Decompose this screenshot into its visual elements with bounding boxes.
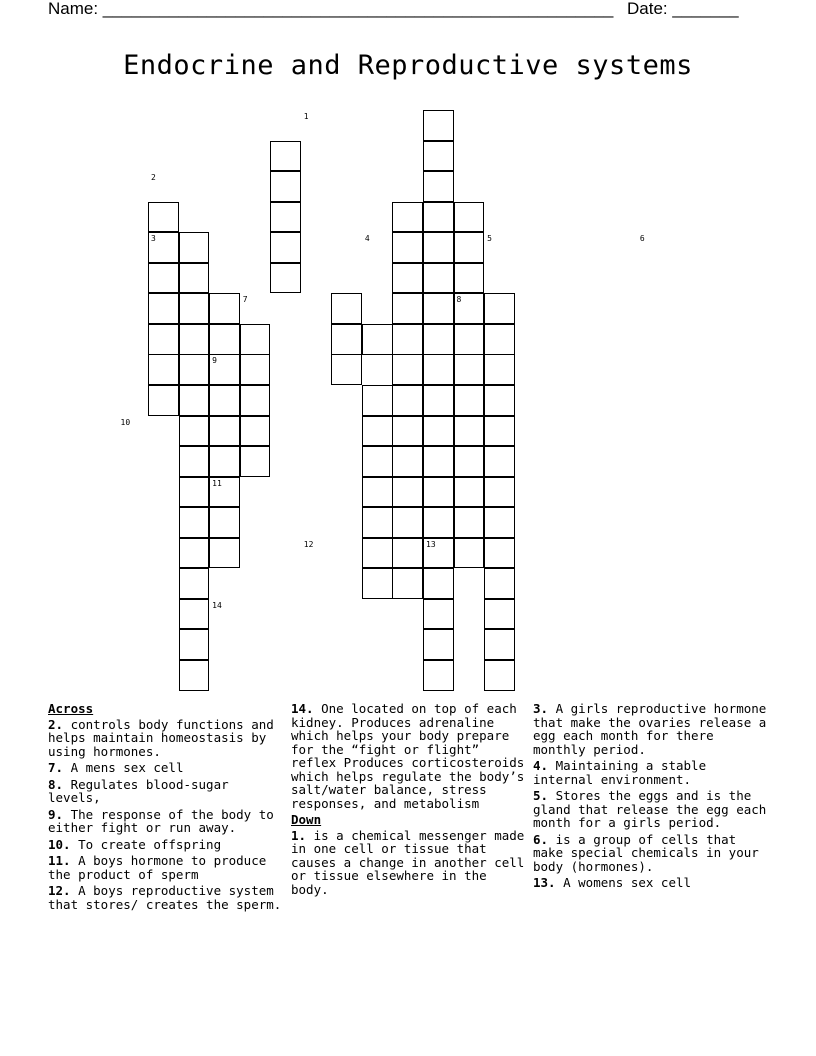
- grid-cell[interactable]: [484, 660, 515, 691]
- grid-cell[interactable]: [484, 324, 515, 355]
- cell-number: 5: [487, 234, 492, 244]
- grid-cell[interactable]: [392, 385, 423, 416]
- cell-number: 2: [151, 173, 156, 183]
- grid-cell[interactable]: [209, 507, 240, 538]
- clue-across-9: 9. The response of the body to either fight or run away.: [48, 806, 274, 835]
- clue-across-14: 14. One located on top of each kidney. Produces adrenaline which helps your body prepare for the “fight or flight” reflex Produces corticosteroids which helps regulate the body’s salt/water balance, stress responses, and metabolism: [291, 701, 525, 811]
- grid-cell[interactable]: [240, 354, 271, 385]
- grid-cell[interactable]: [362, 568, 393, 599]
- clues-column-1: [48, 702, 284, 914]
- grid-cell[interactable]: [148, 263, 179, 294]
- grid-cell[interactable]: [454, 324, 485, 355]
- cell-number: 1: [303, 112, 309, 121]
- grid-cell[interactable]: [270, 171, 301, 202]
- grid-cell[interactable]: [423, 660, 454, 691]
- grid-cell[interactable]: [423, 629, 454, 660]
- grid-cell[interactable]: [454, 232, 485, 263]
- grid-cell[interactable]: [179, 660, 210, 691]
- cell-number: 12: [303, 539, 314, 549]
- grid-cell[interactable]: [179, 507, 210, 538]
- grid-cell[interactable]: [179, 599, 210, 630]
- clue-across-8: 8. Regulates blood-sugar levels,: [48, 776, 229, 805]
- clue-across-7: 7. A mens sex cell: [48, 760, 184, 775]
- clue-down-3: 3. A girls reproductive hormone that make the ovaries release a egg each month for there monthly period.: [533, 701, 767, 757]
- grid-cell[interactable]: [362, 385, 393, 416]
- clue-down-6: 6. is a group of cells that make special chemicals in your body (hormones).: [533, 831, 759, 874]
- grid-cell[interactable]: [209, 324, 240, 355]
- clue-across-2: 2. controls body functions and helps maintain homeostasis by using hormones.: [48, 716, 274, 759]
- grid-cell[interactable]: [392, 324, 423, 355]
- grid-cell[interactable]: [148, 354, 179, 385]
- grid-cell[interactable]: [484, 477, 515, 508]
- clue-down-4: 4. Maintaining a stable internal environment.: [533, 758, 707, 787]
- grid-cell[interactable]: [423, 477, 454, 508]
- cell-number: 6: [639, 234, 645, 244]
- grid-cell[interactable]: [423, 599, 454, 630]
- clue-down-1: 1. is a chemical messenger made in one cell or tissue that causes a change in another cell or tissue elsewhere in the body.: [291, 827, 525, 897]
- cell-number: 10: [120, 417, 131, 427]
- grid-cell[interactable]: [148, 324, 179, 355]
- grid-cell[interactable]: [423, 354, 454, 385]
- grid-cell[interactable]: [454, 263, 485, 294]
- grid-cell[interactable]: [392, 538, 423, 569]
- grid-cell[interactable]: [179, 263, 210, 294]
- clue-down-5: 5. Stores the eggs and is the gland that release the egg each month for a girls period.: [533, 788, 767, 830]
- grid-cell[interactable]: [392, 446, 423, 477]
- grid-cell[interactable]: [240, 446, 271, 477]
- grid-cell[interactable]: [270, 263, 301, 294]
- grid-cell[interactable]: [423, 324, 454, 355]
- grid-cell[interactable]: [362, 538, 393, 569]
- grid-cell[interactable]: [484, 568, 515, 599]
- grid-cell[interactable]: [148, 293, 179, 324]
- date-field-label: Date: _______: [627, 0, 739, 18]
- grid-cell[interactable]: [331, 354, 362, 385]
- cell-number: 9: [212, 356, 217, 366]
- grid-cell[interactable]: [484, 385, 515, 416]
- grid-cell[interactable]: [179, 568, 210, 599]
- clues-column-3: [533, 702, 769, 893]
- grid-cell[interactable]: [362, 446, 393, 477]
- grid-cell[interactable]: [331, 324, 362, 355]
- grid-cell[interactable]: [484, 599, 515, 630]
- grid-cell[interactable]: [423, 293, 454, 324]
- grid-cell[interactable]: [392, 477, 423, 508]
- grid-cell[interactable]: [423, 446, 454, 477]
- grid-cell[interactable]: [270, 141, 301, 172]
- grid-cell[interactable]: [209, 538, 240, 569]
- grid-cell[interactable]: [362, 324, 393, 355]
- grid-cell[interactable]: [179, 446, 210, 477]
- grid-cell[interactable]: [179, 324, 210, 355]
- grid-cell[interactable]: [423, 416, 454, 447]
- grid-cell[interactable]: [362, 477, 393, 508]
- grid-cell[interactable]: [209, 293, 240, 324]
- grid-cell[interactable]: [209, 446, 240, 477]
- grid-cell[interactable]: [209, 385, 240, 416]
- cell-number: 4: [364, 234, 370, 244]
- grid-cell[interactable]: [454, 477, 485, 508]
- grid-cell[interactable]: [179, 354, 210, 385]
- grid-cell[interactable]: [270, 202, 301, 233]
- grid-cell[interactable]: [423, 110, 454, 141]
- grid-cell[interactable]: [484, 293, 515, 324]
- grid-cell[interactable]: [392, 293, 423, 324]
- grid-cell[interactable]: [454, 538, 485, 569]
- grid-cell[interactable]: [423, 507, 454, 538]
- grid-cell[interactable]: [484, 446, 515, 477]
- grid-cell[interactable]: [179, 385, 210, 416]
- grid-cell[interactable]: [484, 538, 515, 569]
- grid-cell[interactable]: [454, 385, 485, 416]
- grid-cell[interactable]: [148, 202, 179, 233]
- grid-cell[interactable]: [209, 416, 240, 447]
- grid-cell[interactable]: [392, 507, 423, 538]
- cell-number: 3: [151, 234, 156, 244]
- grid-cell[interactable]: [484, 354, 515, 385]
- grid-cell[interactable]: [331, 293, 362, 324]
- clue-across-10: 10. To create offspring: [48, 836, 222, 852]
- grid-cell[interactable]: [423, 232, 454, 263]
- grid-cell[interactable]: [362, 507, 393, 538]
- grid-cell[interactable]: [423, 263, 454, 294]
- grid-cell[interactable]: [423, 202, 454, 233]
- grid-cell[interactable]: [484, 507, 515, 538]
- grid-cell[interactable]: [179, 538, 210, 569]
- grid-cell[interactable]: [423, 141, 454, 172]
- cell-number: 11: [212, 478, 222, 488]
- page-title: Endocrine and Reproductive systems: [123, 50, 693, 81]
- cell-number: 7: [242, 295, 248, 305]
- grid-cell[interactable]: [240, 416, 271, 447]
- clue-across-11: 11. A boys hormone to produce the product of sperm: [48, 853, 267, 882]
- grid-cell[interactable]: [392, 232, 423, 263]
- grid-cell[interactable]: [423, 568, 454, 599]
- grid-cell[interactable]: [392, 416, 423, 447]
- grid-cell[interactable]: [392, 354, 423, 385]
- grid-cell[interactable]: [179, 232, 210, 263]
- cell-number: 13: [426, 539, 436, 549]
- grid-cell[interactable]: [148, 385, 179, 416]
- clue-across-12: 12. A boys reproductive system that stores/ creates the sperm.: [48, 883, 282, 912]
- grid-cell[interactable]: [362, 416, 393, 447]
- grid-cell[interactable]: [392, 263, 423, 294]
- grid-cell[interactable]: [179, 293, 210, 324]
- grid-cell[interactable]: [240, 385, 271, 416]
- grid-cell[interactable]: [454, 416, 485, 447]
- grid-cell[interactable]: [240, 324, 271, 355]
- grid-cell[interactable]: [392, 202, 423, 233]
- grid-cell[interactable]: [179, 629, 210, 660]
- grid-cell[interactable]: [454, 446, 485, 477]
- grid-cell[interactable]: [423, 385, 454, 416]
- clues-column-2: [291, 702, 527, 899]
- grid-cell[interactable]: [270, 232, 301, 263]
- grid-cell[interactable]: [179, 416, 210, 447]
- grid-cell[interactable]: [454, 202, 485, 233]
- name-field-label: Name: ______________________________________________________: [48, 0, 614, 18]
- across-heading: Across: [48, 701, 94, 716]
- clue-down-13: 13. A womens sex cell: [533, 875, 692, 890]
- grid-cell[interactable]: [454, 507, 485, 538]
- down-heading: Down: [291, 812, 322, 827]
- grid-cell[interactable]: [179, 477, 210, 508]
- cell-number: 8: [456, 295, 462, 305]
- grid-cell[interactable]: [484, 629, 515, 660]
- grid-cell[interactable]: [392, 568, 423, 599]
- grid-cell[interactable]: [423, 171, 454, 202]
- grid-cell[interactable]: [454, 354, 485, 385]
- cell-number: 14: [212, 600, 222, 610]
- grid-cell[interactable]: [484, 416, 515, 447]
